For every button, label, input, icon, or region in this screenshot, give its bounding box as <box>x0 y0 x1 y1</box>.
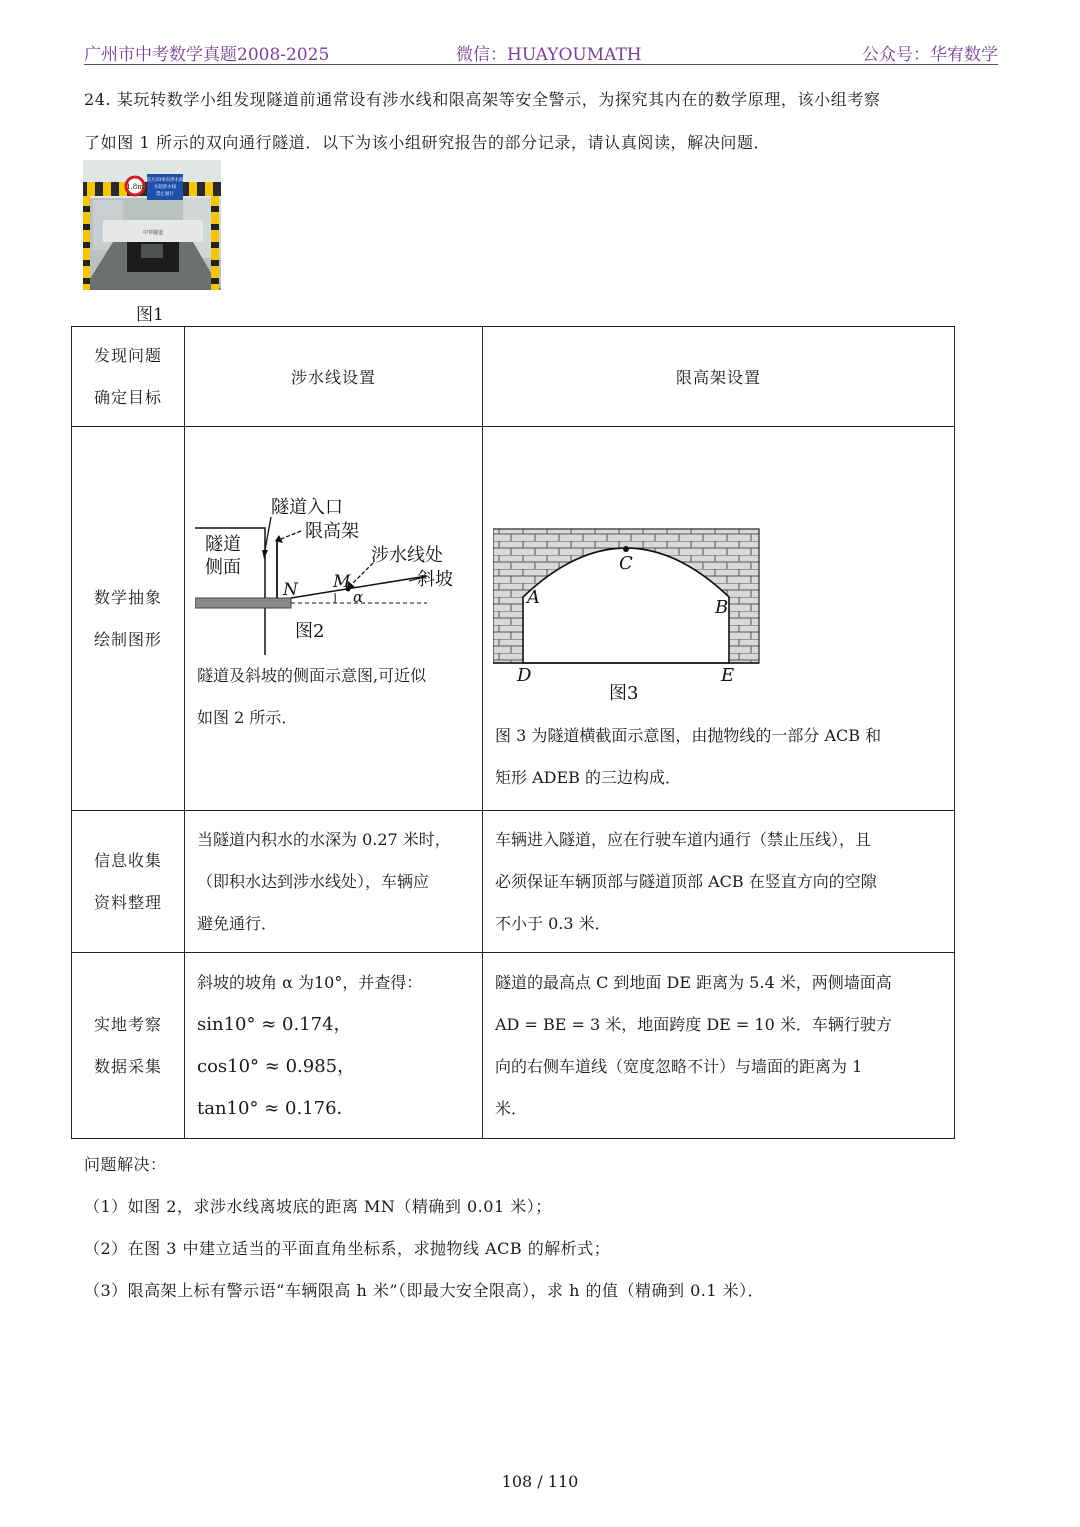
header-wechat: 微信：HUAYOUMATH <box>456 45 642 65</box>
fig3-caption: 图3 <box>609 683 639 704</box>
fig3-desc-line-1: 图 3 为隧道横截面示意图，由抛物线的一部分 ACB 和 <box>495 726 882 745</box>
fig3-point-c: C <box>619 553 633 574</box>
figure-1-caption: 图1 <box>136 305 164 325</box>
fig2-entrance-label: 隧道入口 <box>271 497 343 518</box>
height-info-line: 必须保证车辆顶部与隧道顶部 ACB 在竖直方向的空隙 <box>495 871 877 891</box>
fig2-desc-line-2: 如图 2 所示． <box>197 708 298 727</box>
tunnel-data-line: AD = BE = 3 米，地面跨度 DE = 10 米．车辆行驶方 <box>495 1014 892 1034</box>
cos-value: cos10° ≈ 0.985， <box>197 1055 356 1077</box>
heading-water-line: 涉水线设置 <box>185 327 483 427</box>
tunnel-data-line: 隧道的最高点 C 到地面 DE 距离为 5.4 米，两侧墙面高 <box>495 972 892 992</box>
sin-value: sin10° ≈ 0.174， <box>197 1013 352 1035</box>
fig3-point-b: B <box>715 597 729 618</box>
page-header <box>84 38 998 65</box>
row-label-abstraction <box>72 427 185 811</box>
cell-tunnel-data <box>483 953 955 1139</box>
cell-water-info <box>185 811 483 953</box>
question-line-2: 了如图 1 所示的双向通行隧道．以下为该小组研究报告的部分记录，请认真阅读，解决问题． <box>84 133 771 152</box>
fig2-side-label-2: 侧面 <box>205 557 241 578</box>
fig3-point-d: D <box>517 665 532 686</box>
fig2-point-n: N <box>283 580 298 600</box>
header-account: 公众号：华宥数学 <box>862 45 998 65</box>
heading-height-limiter: 限高架设置 <box>483 327 955 427</box>
sign-height-label: 1.8m <box>126 183 144 191</box>
row-label-goal <box>72 327 185 427</box>
cell-slope-data <box>185 953 483 1139</box>
fig2-water-line-label: 涉水线处 <box>371 545 443 566</box>
label-line: 确定目标 <box>93 387 162 407</box>
sign-blue-line-2: 水超涉水线 <box>153 185 177 190</box>
figure-2-diagram <box>195 495 471 655</box>
fig2-desc-line-1: 隧道及斜坡的侧面示意图,可近似 <box>197 666 427 685</box>
label-line: 信息收集 <box>93 850 162 870</box>
header-title: 广州市中考数学真题2008-2025 <box>84 45 330 65</box>
cell-height-info <box>483 811 955 953</box>
label-line: 资料整理 <box>93 892 162 912</box>
fig3-point-a: A <box>527 587 540 608</box>
table-row <box>72 953 955 1139</box>
label-line: 发现问题 <box>93 345 162 365</box>
sign-blue-line-1: 前方20米有涉水线 <box>146 178 184 183</box>
sub-question-2: （2）在图 3 中建立适当的平面直角坐标系，求抛物线 ACB 的解析式； <box>84 1239 611 1258</box>
sub-question-1: （1）如图 2，求涉水线离坡底的距离 MN（精确到 0.01 米）； <box>84 1197 552 1216</box>
table-row <box>72 327 955 427</box>
question-stem <box>84 78 1004 164</box>
fig2-point-m: M <box>333 572 351 592</box>
label-line: 数据采集 <box>93 1056 162 1076</box>
tunnel-data-line: 向的右侧车道线（宽度忽略不计）与墙面的距离为 1 <box>495 1056 863 1076</box>
figure-1-photo <box>83 160 221 290</box>
row-label-collection <box>72 811 185 953</box>
row-label-fieldwork <box>72 953 185 1139</box>
table-row <box>72 811 955 953</box>
fig2-limiter-label: 限高架 <box>305 521 359 542</box>
fig3-desc-line-2: 矩形 ADEB 的三边构成． <box>495 768 681 787</box>
fig2-side-label-1: 隧道 <box>205 534 241 555</box>
slope-data-line: 斜坡的坡角 α 为10°，并查得： <box>197 972 423 992</box>
fig2-alpha: α <box>353 588 364 606</box>
label-line: 实地考察 <box>93 1014 162 1034</box>
page-number: 108 / 110 <box>501 1472 579 1491</box>
label-line: 绘制图形 <box>93 629 162 649</box>
label-line: 数学抽象 <box>93 587 162 607</box>
solve-title: 问题解决： <box>84 1155 167 1174</box>
water-info-line: 当隧道内积水的水深为 0.27 米时， <box>197 829 451 849</box>
tan-value: tan10° ≈ 0.176． <box>197 1097 355 1119</box>
problem-solving <box>84 1144 984 1312</box>
fig2-slope-label: 斜坡 <box>417 569 453 590</box>
sign-blue-line-3: 禁止通行 <box>156 192 174 197</box>
height-info-line: 车辆进入隧道，应在行驶车道内通行（禁止压线），且 <box>495 829 872 849</box>
report-table <box>71 326 955 1139</box>
figure-3-diagram <box>493 527 765 707</box>
water-info-line: （即积水达到涉水线处），车辆应 <box>197 871 430 891</box>
question-line-1: 24. 某玩转数学小组发现隧道前通常设有涉水线和限高架等安全警示，为探究其内在的数学原理，该小组考察 <box>84 90 881 109</box>
height-info-line: 不小于 0.3 米． <box>495 913 611 933</box>
cell-figure-3 <box>483 427 955 811</box>
fig2-caption: 图2 <box>295 621 325 642</box>
table-row <box>72 427 955 811</box>
tunnel-label: 中穿隧道 <box>142 230 164 236</box>
sub-question-3: （3）限高架上标有警示语“车辆限高 h 米”（即最大安全限高），求 h 的值（精确到 0.1 米）． <box>84 1281 765 1300</box>
cell-figure-2 <box>185 427 483 811</box>
water-info-line: 避免通行． <box>197 913 278 933</box>
fig3-point-e: E <box>721 665 735 686</box>
tunnel-data-line: 米． <box>495 1098 528 1118</box>
